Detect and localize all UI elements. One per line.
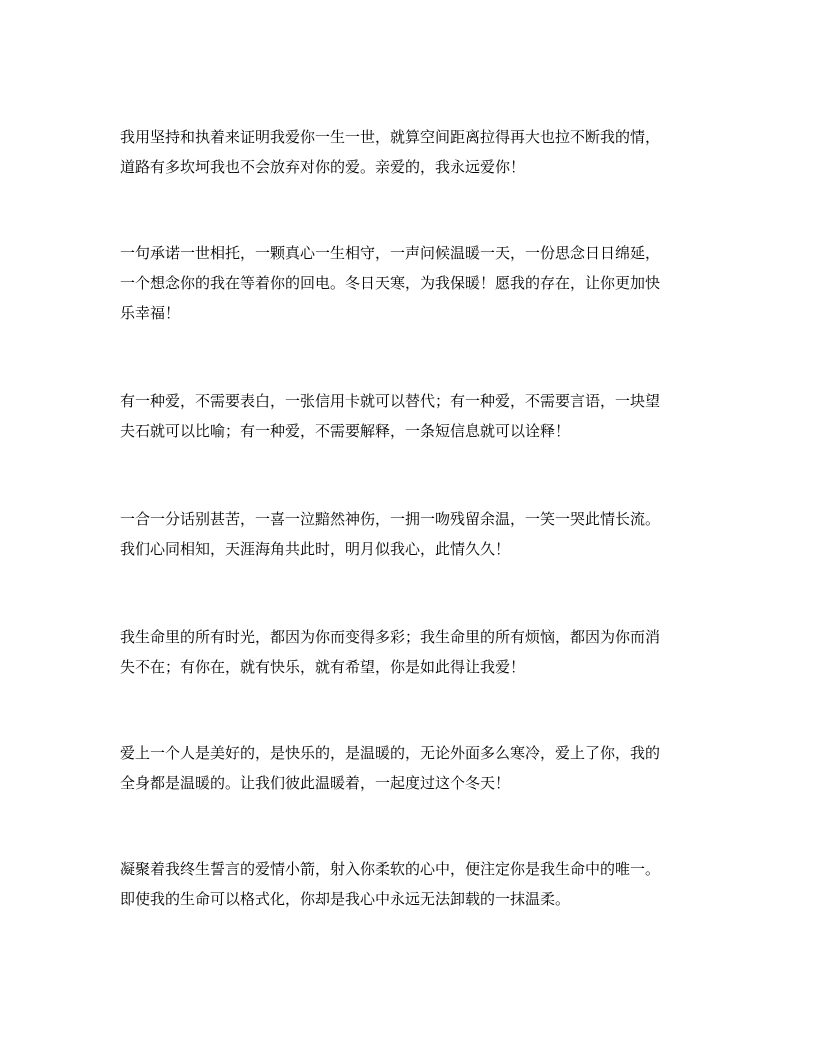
paragraph-line: 乐幸福！: [120, 304, 181, 322]
paragraph-line: 即使我的生命可以格式化，你却是我心中永远无法卸载的一抹温柔。: [120, 890, 571, 908]
paragraph-line: 一句承诺一世相托，一颗真心一生相守，一声问候温暖一天，一份思念日日绵延，: [120, 244, 661, 262]
paragraph-4: [120, 504, 700, 564]
paragraph-7: [120, 854, 700, 914]
paragraph-line: 道路有多坎坷我也不会放弃对你的爱。亲爱的，我永远爱你！: [120, 158, 526, 176]
paragraph-2: [120, 238, 700, 328]
paragraph-line: 失不在；有你在，就有快乐，就有希望，你是如此得让我爱！: [120, 658, 526, 676]
paragraph-line: 我用坚持和执着来证明我爱你一生一世，就算空间距离拉得再大也拉不断我的情，: [120, 128, 661, 146]
paragraph-line: 夫石就可以比喻；有一种爱，不需要解释，一条短信息就可以诠释！: [120, 422, 571, 440]
paragraph-line: 一个想念你的我在等着你的回电。冬日天寒，为我保暖！愿我的存在，让你更加快: [120, 274, 661, 292]
paragraph-6: [120, 738, 700, 798]
paragraph-line: 我们心同相知，天涯海角共此时，明月似我心，此情久久！: [120, 540, 511, 558]
paragraph-3: [120, 386, 700, 446]
paragraph-line: 我生命里的所有时光，都因为你而变得多彩；我生命里的所有烦恼，都因为你而消: [120, 628, 661, 646]
paragraph-line: 一合一分话别甚苦，一喜一泣黯然神伤，一拥一吻残留余温，一笑一哭此情长流。: [120, 510, 661, 528]
paragraph-line: 凝聚着我终生誓言的爱情小箭，射入你柔软的心中，便注定你是我生命中的唯一。: [120, 860, 661, 878]
paragraph-1: [120, 122, 700, 182]
paragraph-5: [120, 622, 700, 682]
paragraph-line: 爱上一个人是美好的，是快乐的，是温暖的，无论外面多么寒冷，爱上了你，我的: [120, 744, 661, 762]
paragraph-line: 有一种爱，不需要表白，一张信用卡就可以替代；有一种爱，不需要言语，一块望: [120, 392, 661, 410]
paragraph-line: 全身都是温暖的。让我们彼此温暖着，一起度过这个冬天！: [120, 774, 511, 792]
